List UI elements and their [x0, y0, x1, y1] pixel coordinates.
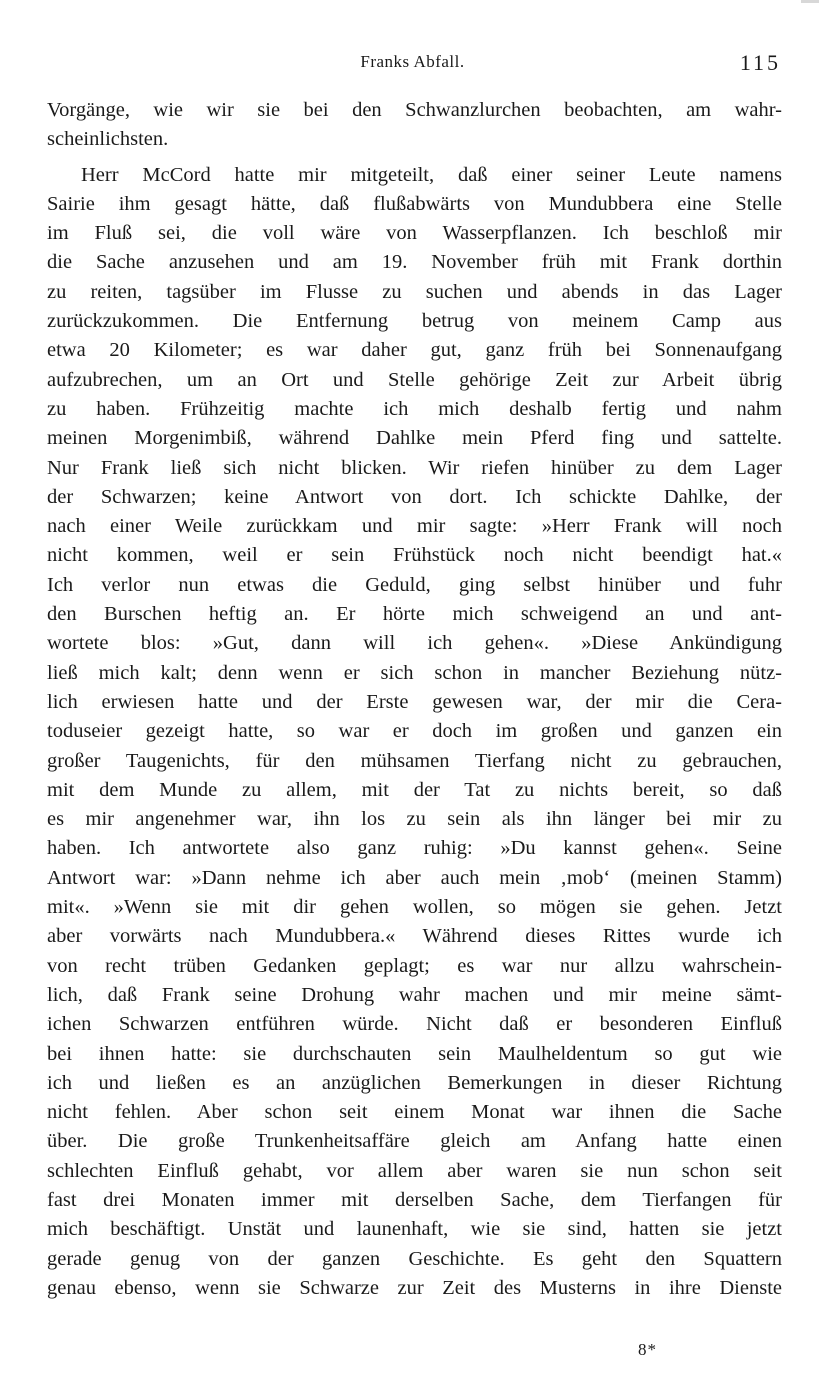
paragraph — [47, 161, 782, 1304]
text-line: der Schwarzen; keine Antwort von dort. Ich schickte Dahlke, der — [47, 485, 782, 508]
text-line: Antwort war: »Dann nehme ich aber auch mein ‚mob‘ (meinen Stamm) — [47, 866, 782, 889]
signature-mark: 8* — [638, 1340, 657, 1359]
text-line: Sairie ihm gesagt hätte, daß flußabwärts von Mundubbera eine Stelle — [47, 192, 782, 215]
text-line: Vorgänge, wie wir sie bei den Schwanzlurchen beobachten, am wahr- — [47, 99, 782, 121]
text-line: toduseier gezeigt hatte, so war er doch im großen und ganzen ein — [47, 720, 782, 743]
text-line: Nur Frank ließ sich nicht blicken. Wir riefen hinüber zu dem Lager — [47, 456, 782, 479]
text-line: es mir angenehmer war, ihn los zu sein als ihn länger bei mir zu — [47, 808, 782, 831]
text-line: lich erwiesen hatte und der Erste gewesen war, der mir die Cera- — [47, 690, 782, 713]
page-number: 115 — [739, 50, 781, 75]
text-line: im Fluß sei, die voll wäre von Wasserpflanzen. Ich beschloß mir — [47, 222, 782, 245]
text-line: aufzubrechen, um an Ort und Stelle gehörige Zeit zur Arbeit übrig — [47, 368, 782, 391]
text-line: ichen Schwarzen entführen würde. Nicht daß er besonderen Einfluß — [47, 1013, 782, 1036]
text-line: wortete blos: »Gut, dann will ich gehen«. »Diese Ankündigung — [47, 632, 782, 655]
scan-edge-mark — [801, 0, 819, 3]
text-line: etwa 20 Kilometer; es war daher gut, ganz früh bei Sonnenaufgang — [47, 339, 782, 362]
text-line: genau ebenso, wenn sie Schwarze zur Zeit des Musterns in ihre Dienste — [47, 1276, 782, 1299]
text-line: die Sache anzusehen und am 19. November früh mit Frank dorthin — [47, 251, 782, 274]
text-line: mit«. »Wenn sie mit dir gehen wollen, so mögen sie gehen. Jetzt — [47, 896, 782, 919]
text-line: nicht fehlen. Aber schon seit einem Monat war ihnen die Sache — [47, 1101, 782, 1124]
text-line: haben. Ich antwortete also ganz ruhig: »Du kannst gehen«. Seine — [47, 837, 782, 860]
text-line: aber vorwärts nach Mundubbera.« Während dieses Rittes wurde ich — [47, 925, 782, 948]
text-line: Herr McCord hatte mir mitgeteilt, daß einer seiner Leute namens — [81, 163, 782, 186]
text-line: ich und ließen es an anzüglichen Bemerkungen in dieser Richtung — [47, 1071, 782, 1094]
text-line: gerade genug von der ganzen Geschichte. Es geht den Squattern — [47, 1247, 782, 1270]
text-line: nach einer Weile zurückkam und mir sagte: »Herr Frank will noch — [47, 515, 782, 538]
text-line: bei ihnen hatte: sie durchschauten sein Maulheldentum so gut wie — [47, 1042, 782, 1065]
running-head — [0, 50, 825, 74]
text-line: meinen Morgenimbiß, während Dahlke mein Pferd fing und sattelte. — [47, 427, 782, 450]
text-line: von recht trüben Gedanken geplagt; es war nur allzu wahrschein- — [47, 954, 782, 977]
text-line: zu reiten, tagsüber im Flusse zu suchen und abends in das Lager — [47, 280, 782, 303]
text-line: zu haben. Frühzeitig machte ich mich deshalb fertig und nahm — [47, 397, 782, 420]
text-line: den Burschen heftig an. Er hörte mich schweigend an und ant- — [47, 603, 782, 626]
text-line: Ich verlor nun etwas die Geduld, ging selbst hinüber und fuhr — [47, 573, 782, 596]
text-line: lich, daß Frank seine Drohung wahr machen und mir meine sämt- — [47, 983, 782, 1006]
text-line: ließ mich kalt; denn wenn er sich schon in mancher Beziehung nütz- — [47, 661, 782, 684]
running-title: Franks Abfall. — [360, 52, 465, 71]
text-line: über. Die große Trunkenheitsaffäre gleich am Anfang hatte einen — [47, 1130, 782, 1153]
text-line: nicht kommen, weil er sein Frühstück noch nicht beendigt hat.« — [47, 544, 782, 567]
text-line: schlechten Einfluß gehabt, vor allem aber waren sie nun schon seit — [47, 1159, 782, 1182]
text-line: mit dem Munde zu allem, mit der Tat zu nichts bereit, so daß — [47, 778, 782, 801]
text-line: zurückzukommen. Die Entfernung betrug von meinem Camp aus — [47, 310, 782, 333]
text-line: fast drei Monaten immer mit derselben Sache, dem Tierfangen für — [47, 1188, 782, 1211]
text-line: großer Taugenichts, für den mühsamen Tierfang nicht zu gebrauchen, — [47, 749, 782, 772]
text-line: scheinlichsten. — [47, 128, 169, 151]
body-text — [47, 96, 782, 1303]
paragraph — [47, 96, 782, 155]
text-line: mich beschäftigt. Unstät und launenhaft, wie sie sind, hatten sie jetzt — [47, 1218, 782, 1241]
